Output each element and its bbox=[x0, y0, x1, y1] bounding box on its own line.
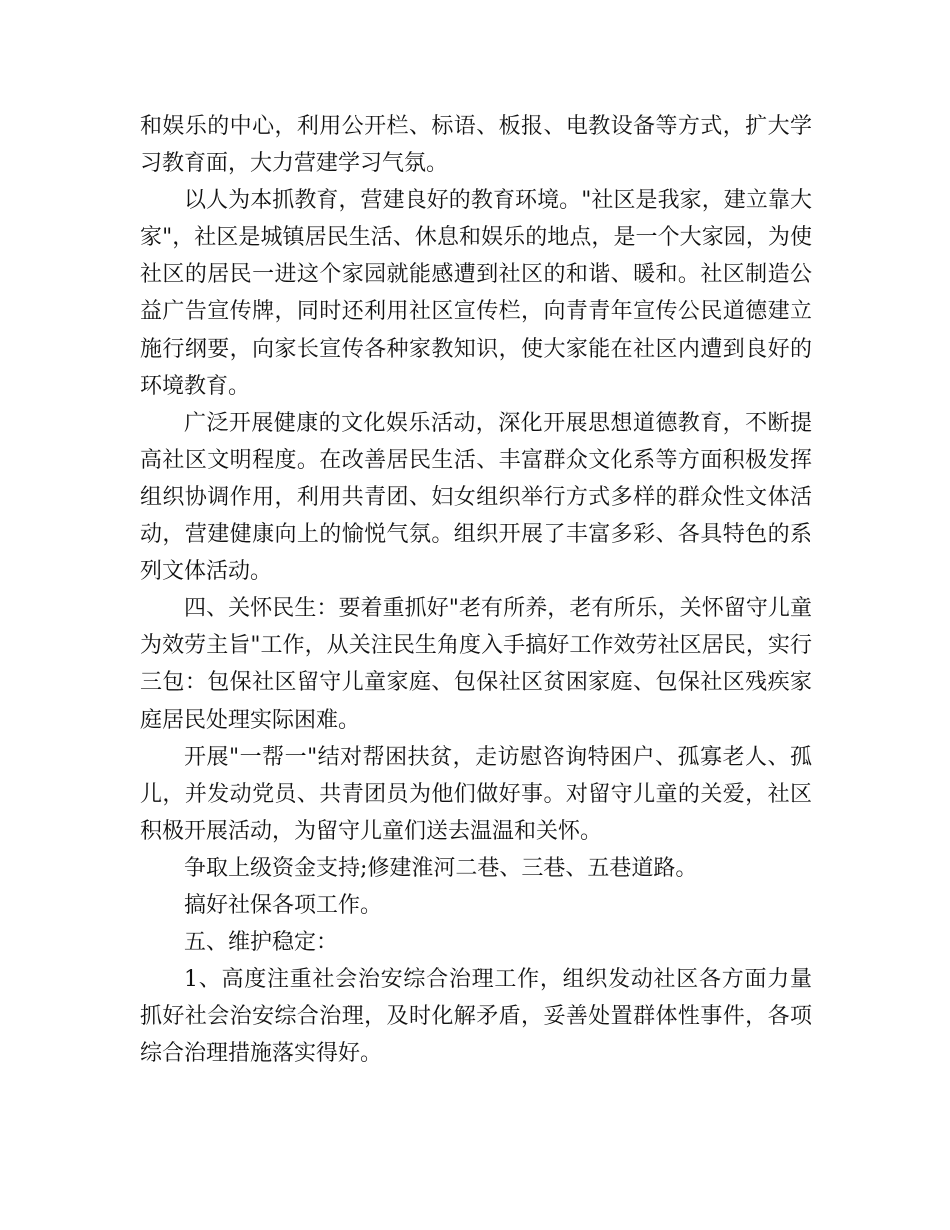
paragraph-funding: 争取上级资金支持;修建淮河二巷、三巷、五巷道路。 bbox=[184, 855, 698, 881]
paragraph-item-one: 1、高度注重社会治安综合治理工作，组织发动社区各方面力量抓好社会治安综合治理，及时化解矛盾，妥善处置群体性事件，各项综合治理措施落实得好。 bbox=[140, 967, 812, 1067]
paragraph-continuation: 和娱乐的中心，利用公开栏、标语、板报、电教设备等方式，扩大学习教育面，大力营建学习气氛。 bbox=[140, 114, 812, 177]
paragraph-one-help-one: 开展"一帮一"结对帮困扶贫，走访慰咨询特困户、孤寡老人、孤儿，并发动党员、共青团员为他们做好事。对留守儿童的关爱，社区积极开展活动，为留守儿童们送去温温和关怀。 bbox=[140, 744, 812, 844]
paragraph-section-five-heading: 五、维护稳定： bbox=[184, 930, 339, 956]
paragraph-section-four: 四、关怀民生：要着重抓好"老有所养，老有所乐，关怀留守儿童为效劳主旨"工作，从关注民生角度入手搞好工作效劳社区居民，实行三包：包保社区留守儿童家庭、包保社区贫困家庭、包保社区残疾家庭居民处理实际困难。 bbox=[140, 596, 812, 733]
document-body bbox=[140, 108, 812, 1072]
paragraph-cultural-activities: 广泛开展健康的文化娱乐活动，深化开展思想道德教育，不断提高社区文明程度。在改善居民生活、丰富群众文化系等方面积极发挥组织协调作用，利用共青团、妇女组织举行方式多样的群众性文体活动，营建健康向上的愉悦气氛。组织开展了丰富多彩、各具特色的系列文体活动。 bbox=[140, 410, 812, 585]
paragraph-education-environment: 以人为本抓教育，营建良好的教育环境。"社区是我家，建立靠大家"，社区是城镇居民生活、休息和娱乐的地点，是一个大家园，为使社区的居民一进这个家园就能感遭到社区的和谐、暖和。社区制造公益广告宣传牌，同时还利用社区宣传栏，向青青年宣传公民道德建立施行纲要，向家长宣传各种家教知识，使大家能在社区内遭到良好的环境教育。 bbox=[140, 188, 812, 399]
paragraph-social-security: 搞好社保各项工作。 bbox=[184, 892, 383, 918]
